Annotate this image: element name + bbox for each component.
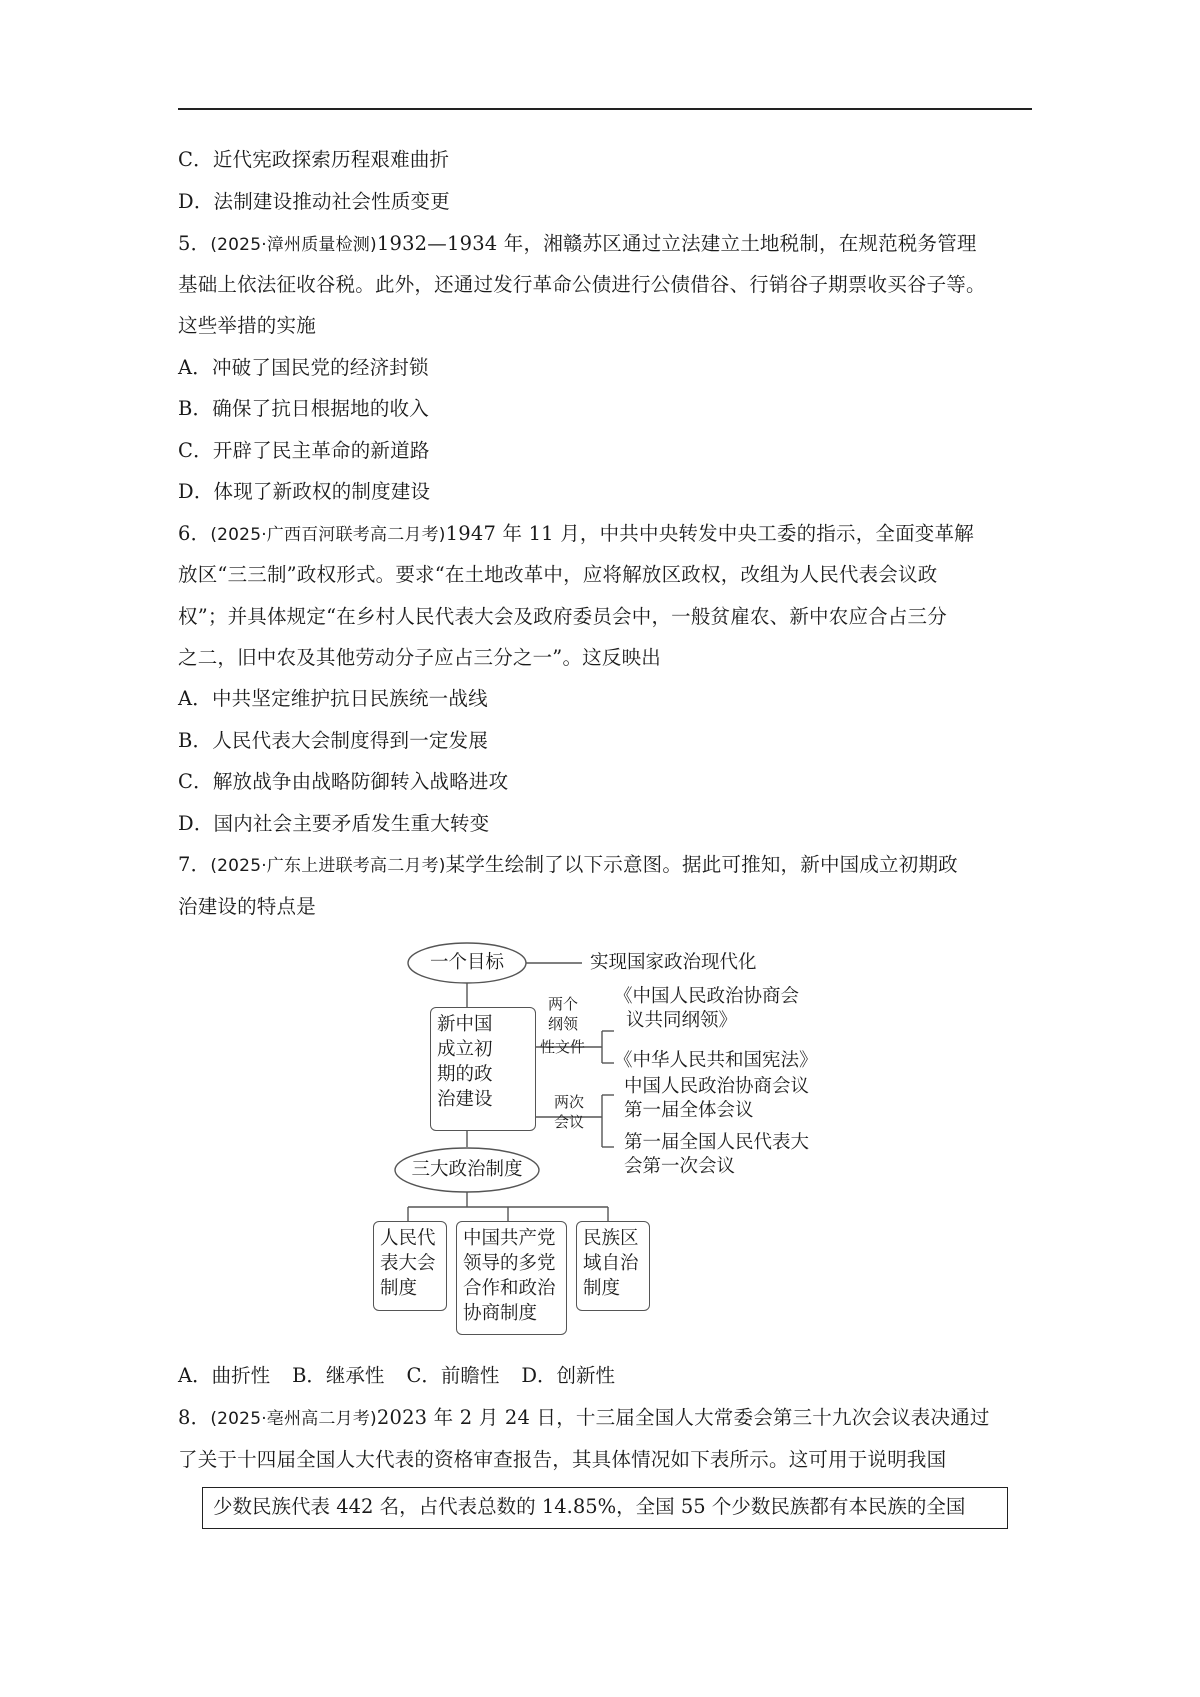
q5-stem-line-3: 这些举措的实施 [178,314,316,337]
meet-label-line-1: 两次 [554,1093,585,1111]
sys2-line-3: 合作和政治 [463,1278,556,1299]
q6-option-c: C．解放战争由战略防御转入战略进攻 [178,770,509,793]
q6-stem-line-3: 权”；并具体规定“在乡村人民代表大会及政府委员会中，一般贫雇农、新中农应合占三分 [178,605,947,628]
system-box-cppcc [456,1221,567,1335]
q6-source: (2025·广西百河联考高二月考) [210,525,446,545]
q5-stem-line-1 [178,231,977,258]
system-ellipse-label: 三大政治制度 [411,1159,523,1180]
center-node-line-1: 新中国 [437,1014,493,1035]
q4-option-d: D．法制建设推动社会性质变更 [178,190,450,213]
q6-option-a: A．中共坚定维护抗日民族统一战线 [178,687,488,710]
q7-stem-line-2: 治建设的特点是 [178,895,316,918]
q7-option-d: D．创新性 [521,1364,615,1387]
q5-stem-line-2: 基础上依法征收谷税。此外，还通过发行革命公债进行公债借谷、行销谷子期票收买谷子等。 [178,273,986,296]
system-box-regional-autonomy [576,1221,650,1311]
q6-stem-line-4: 之二，旧中农及其他劳动分子应占三分之一”。这反映出 [178,646,661,669]
sys1-line-2: 表大会 [380,1253,436,1274]
q5-stem-text: 1932—1934 年，湘赣苏区通过立法建立土地税制，在规范税务管理 [376,232,977,255]
center-node-line-4: 治建设 [437,1089,493,1110]
q5-option-d: D．体现了新政权的制度建设 [178,480,431,503]
q7-option-c: C．前瞻性 [406,1364,500,1387]
q7-source: (2025·广东上进联考高二月考) [210,856,446,876]
docs-label-line-1: 两个 [548,995,579,1013]
doc2: 《中华人民共和国宪法》 [614,1050,818,1071]
q8-stem-line-2: 了关于十四届全国人大代表的资格审查报告，其具体情况如下表所示。这可用于说明我国 [178,1448,947,1471]
q6-stem-text: 1947 年 11 月，中共中央转发中央工委的指示，全面变革解 [445,522,974,545]
q8-stem-text: 2023 年 2 月 24 日，十三届全国人大常委会第三十九次会议表决通过 [376,1406,990,1429]
q6-stem-line-1 [178,521,974,548]
meet2-line-2: 会第一次会议 [624,1156,736,1177]
center-node [430,1007,536,1131]
doc1-line-2: 议共同纲领》 [626,1010,738,1031]
q7-stem-line-1 [178,852,958,879]
sys1-line-3: 制度 [380,1278,418,1299]
q6-stem-line-2: 放区“三三制”政权形式。要求“在土地改革中，应将解放区政权，改组为人民代表会议政 [178,563,938,586]
q5-number: 5． [178,232,211,255]
q4-option-c: C．近代宪政探索历程艰难曲折 [178,148,450,171]
meet1-line-1: 中国人民政治协商会议 [624,1076,810,1097]
doc1-line-1: 《中国人民政治协商会 [614,986,800,1007]
q7-option-b: B．继承性 [292,1364,385,1387]
q7-options [178,1363,637,1389]
q5-option-b: B．确保了抗日根据地的收入 [178,397,429,420]
q8-number: 8． [178,1406,211,1429]
meet2-line-1: 第一届全国人民代表大 [624,1132,810,1153]
docs-label-line-3: 性文件 [540,1038,586,1056]
q5-source: (2025·漳州质量检测) [210,235,377,255]
docs-label-line-2: 纲领 [548,1015,579,1033]
q7-option-a: A．曲折性 [178,1364,271,1387]
header-rule [178,108,1032,110]
center-node-line-2: 成立初 [437,1039,493,1060]
political-construction-diagram [370,935,830,1335]
sys2-line-4: 协商制度 [463,1303,538,1324]
q8-source: (2025·亳州高二月考) [210,1409,377,1429]
goal-ellipse-label: 一个目标 [429,952,504,973]
q8-stem-line-1 [178,1405,990,1432]
meet1-line-2: 第一届全体会议 [624,1100,754,1121]
meet-label-line-2: 会议 [554,1113,585,1131]
q7-stem-text: 某学生绘制了以下示意图。据此可推知，新中国成立初期政 [445,853,958,876]
sys3-line-2: 域自治 [583,1253,639,1274]
q6-option-d: D．国内社会主要矛盾发生重大转变 [178,812,490,835]
system-box-npc [373,1221,447,1311]
q7-number: 7． [178,853,211,876]
sys3-line-1: 民族区 [583,1228,639,1249]
center-node-line-3: 期的政 [437,1064,493,1085]
sys1-line-1: 人民代 [380,1228,436,1249]
q6-number: 6． [178,522,211,545]
sys2-line-1: 中国共产党 [463,1228,556,1249]
q5-option-c: C．开辟了民主革命的新道路 [178,439,430,462]
q8-table-row: 少数民族代表 442 名，占代表总数的 14.85%，全国 55 个少数民族都有本民族的全国 [202,1487,1008,1529]
q5-option-a: A．冲破了国民党的经济封锁 [178,356,429,379]
q6-option-b: B．人民代表大会制度得到一定发展 [178,729,489,752]
goal-text: 实现国家政治现代化 [590,952,757,973]
sys3-line-3: 制度 [583,1278,621,1299]
sys2-line-2: 领导的多党 [463,1253,556,1274]
